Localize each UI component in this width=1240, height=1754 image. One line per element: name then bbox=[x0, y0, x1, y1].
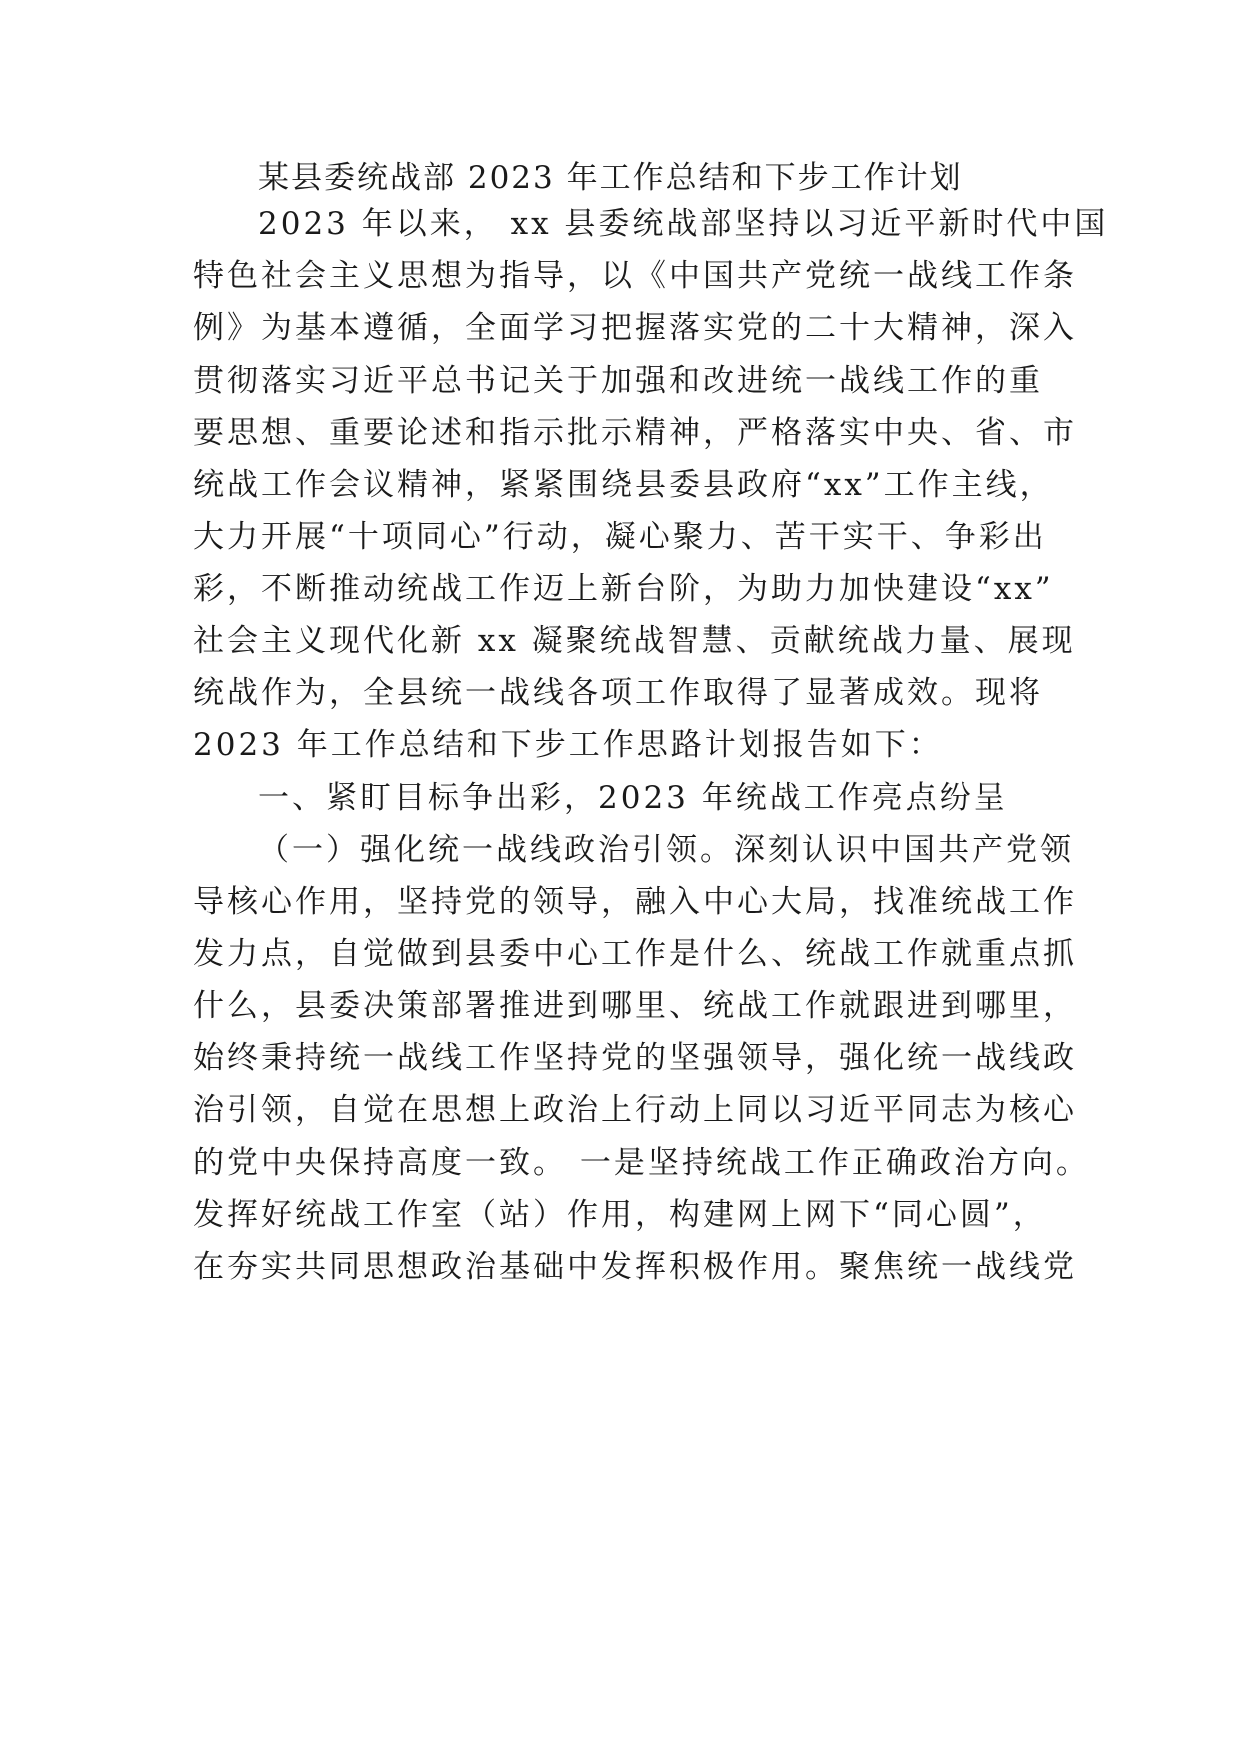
paragraph-line: 统战工作会议精神，紧紧围绕县委县政府“xx”工作主线， bbox=[193, 467, 1054, 503]
paragraph-line: 统战作为，全县统一战线各项工作取得了显著成效。现将 bbox=[193, 675, 1043, 711]
paragraph-line: 2023 年以来， xx 县委统战部坚持以习近平新时代中国 bbox=[258, 206, 1109, 242]
paragraph-line: 大力开展“十项同心”行动，凝心聚力、苦干实干、争彩出 bbox=[193, 519, 1047, 555]
paragraph-line: （一）强化统一战线政治引领。深刻认识中国共产党领 bbox=[258, 832, 1074, 868]
paragraph-line: 治引领，自觉在思想上政治上行动上同以习近平同志为核心 bbox=[193, 1092, 1077, 1128]
paragraph-line: 的党中央保持高度一致。 一是坚持统战工作正确政治方向。 bbox=[193, 1145, 1090, 1181]
paragraph-line: 例》为基本遵循，全面学习把握落实党的二十大精神，深入 bbox=[193, 310, 1077, 346]
paragraph-line: 始终秉持统一战线工作坚持党的坚强领导，强化统一战线政 bbox=[193, 1040, 1077, 1076]
document-title: 某县委统战部 2023 年工作总结和下步工作计划 bbox=[258, 160, 963, 196]
paragraph-line: 发力点，自觉做到县委中心工作是什么、统战工作就重点抓 bbox=[193, 936, 1077, 972]
paragraph-line: 贯彻落实习近平总书记关于加强和改进统一战线工作的重 bbox=[193, 363, 1043, 399]
paragraph-line: 在夯实共同思想政治基础中发挥积极作用。聚焦统一战线党 bbox=[193, 1249, 1077, 1285]
paragraph-line: 什么，县委决策部署推进到哪里、统战工作就跟进到哪里， bbox=[193, 988, 1077, 1024]
paragraph-line: 要思想、重要论述和指示批示精神，严格落实中央、省、市 bbox=[193, 415, 1077, 451]
paragraph-line: 彩，不断推动统战工作迈上新台阶，为助力加快建设“xx” bbox=[193, 571, 1054, 607]
paragraph-line: 社会主义现代化新 xx 凝聚统战智慧、贡献统战力量、展现 bbox=[193, 623, 1076, 659]
paragraph-line: 2023 年工作总结和下步工作思路计划报告如下： bbox=[193, 727, 943, 763]
paragraph-line: 导核心作用，坚持党的领导，融入中心大局，找准统战工作 bbox=[193, 884, 1077, 920]
paragraph-line: 特色社会主义思想为指导，以《中国共产党统一战线工作条 bbox=[193, 258, 1077, 294]
section-heading: 一、紧盯目标争出彩，2023 年统战工作亮点纷呈 bbox=[258, 780, 1008, 816]
paragraph-line: 发挥好统战工作室（站）作用，构建网上网下“同心圆”， bbox=[193, 1197, 1047, 1233]
